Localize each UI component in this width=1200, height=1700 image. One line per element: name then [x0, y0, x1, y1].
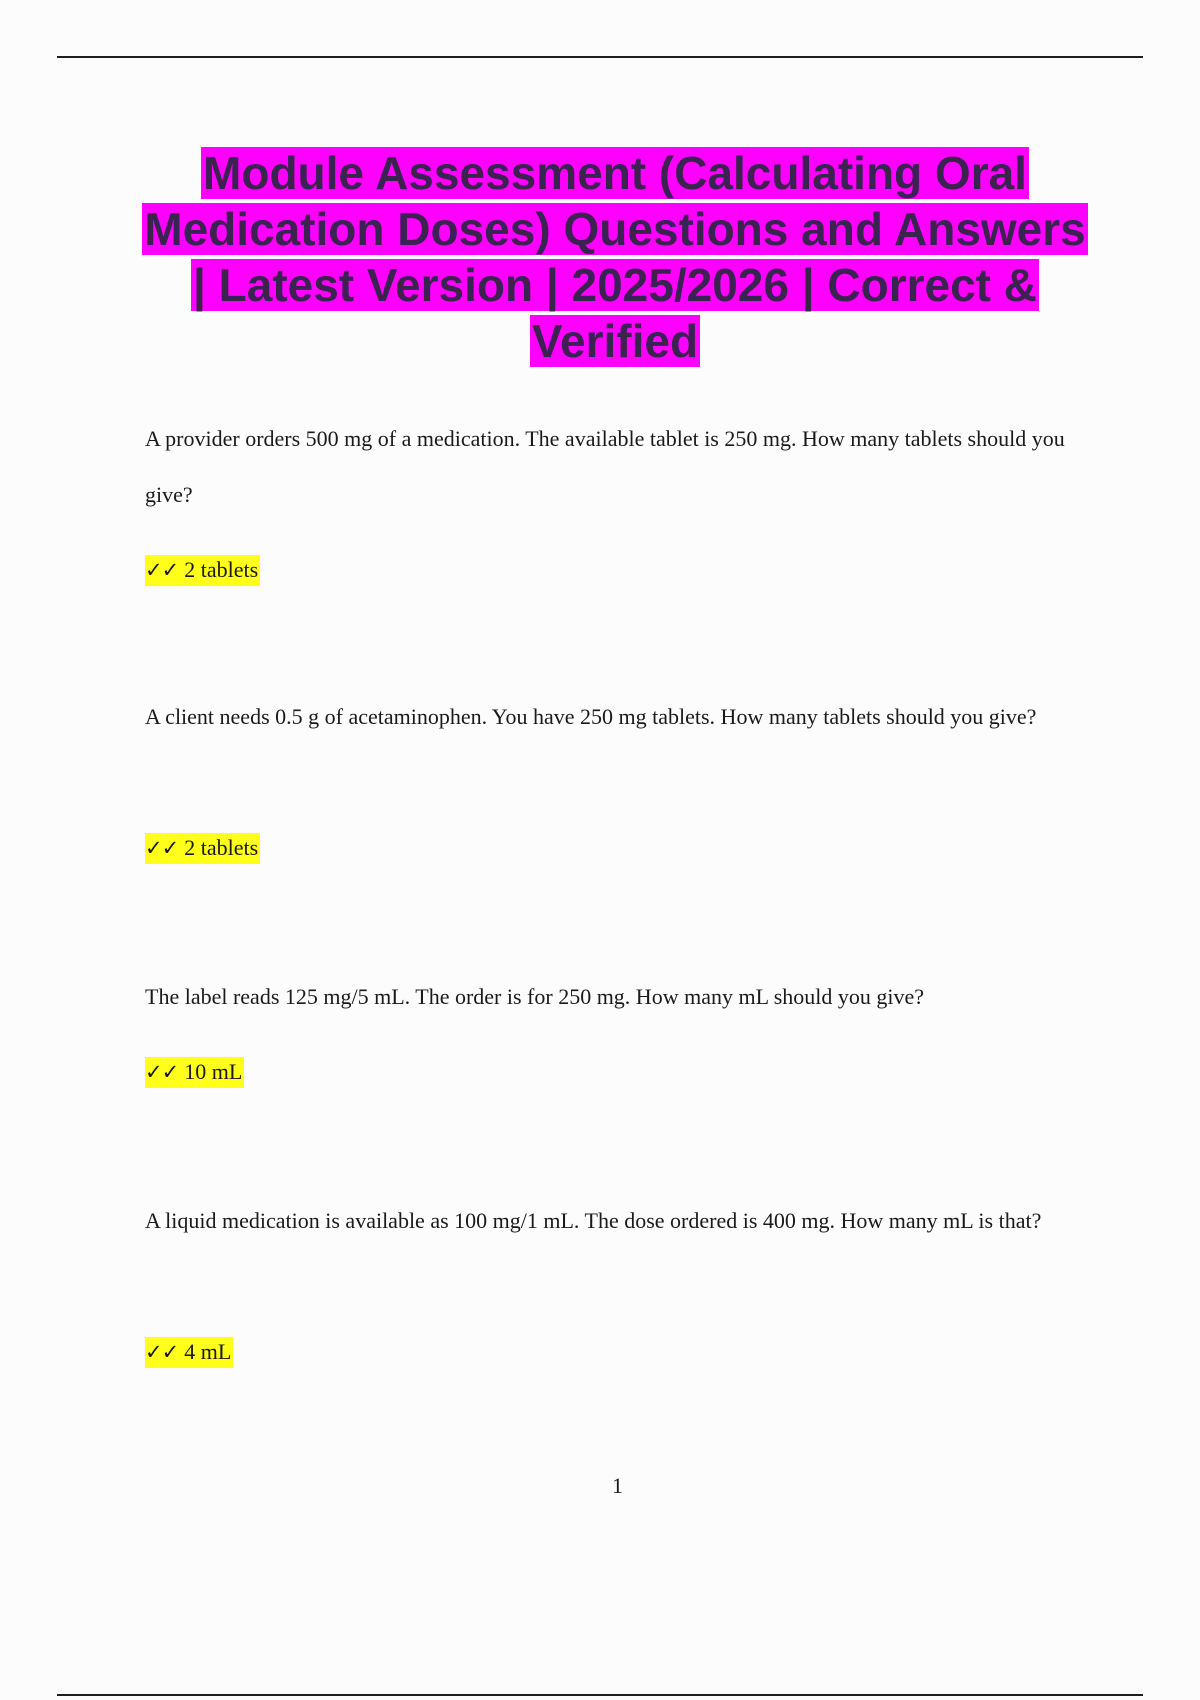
question-text: The label reads 125 mg/5 mL. The order is for 250 mg. How many mL should you give? — [145, 984, 925, 1009]
document-title-text: Module Assessment (Calculating Oral Medication Doses) Questions and Answers | Latest Version | 2025/2026 | Correct & Verified — [144, 147, 1086, 367]
answer-highlight — [145, 555, 260, 586]
top-rule — [57, 56, 1143, 58]
question-text: A client needs 0.5 g of acetaminophen. You have 250 mg tablets. How many tablets should you give? — [145, 704, 1037, 729]
answer-block-1 — [145, 556, 260, 584]
question-block-1 — [145, 411, 1085, 523]
question-text: A provider orders 500 mg of a medication. The available tablet is 250 mg. How many tablets should you give? — [145, 426, 1065, 507]
answer-highlight — [145, 833, 260, 864]
answer-text: 2 tablets — [184, 557, 259, 582]
answer-text: 2 tablets — [184, 835, 259, 860]
question-text: A liquid medication is available as 100 mg/1 mL. The dose ordered is 400 mg. How many mL is that? — [145, 1208, 1042, 1233]
question-block-4 — [145, 1193, 1085, 1249]
answer-block-4 — [145, 1338, 233, 1366]
bottom-rule — [57, 1694, 1143, 1696]
answer-text: 10 mL — [184, 1059, 243, 1084]
answer-block-3 — [145, 1058, 244, 1086]
answer-highlight — [145, 1057, 244, 1088]
answer-text: 4 mL — [184, 1339, 232, 1364]
question-block-3 — [145, 969, 1085, 1025]
answer-highlight — [145, 1337, 233, 1368]
double-check-icon: ✓✓ — [145, 836, 179, 860]
double-check-icon: ✓✓ — [145, 558, 179, 582]
double-check-icon: ✓✓ — [145, 1340, 179, 1364]
answer-block-2 — [145, 834, 260, 862]
document-title — [140, 145, 1090, 369]
double-check-icon: ✓✓ — [145, 1060, 179, 1084]
page-number: 1 — [612, 1473, 623, 1498]
question-block-2 — [145, 689, 1085, 745]
